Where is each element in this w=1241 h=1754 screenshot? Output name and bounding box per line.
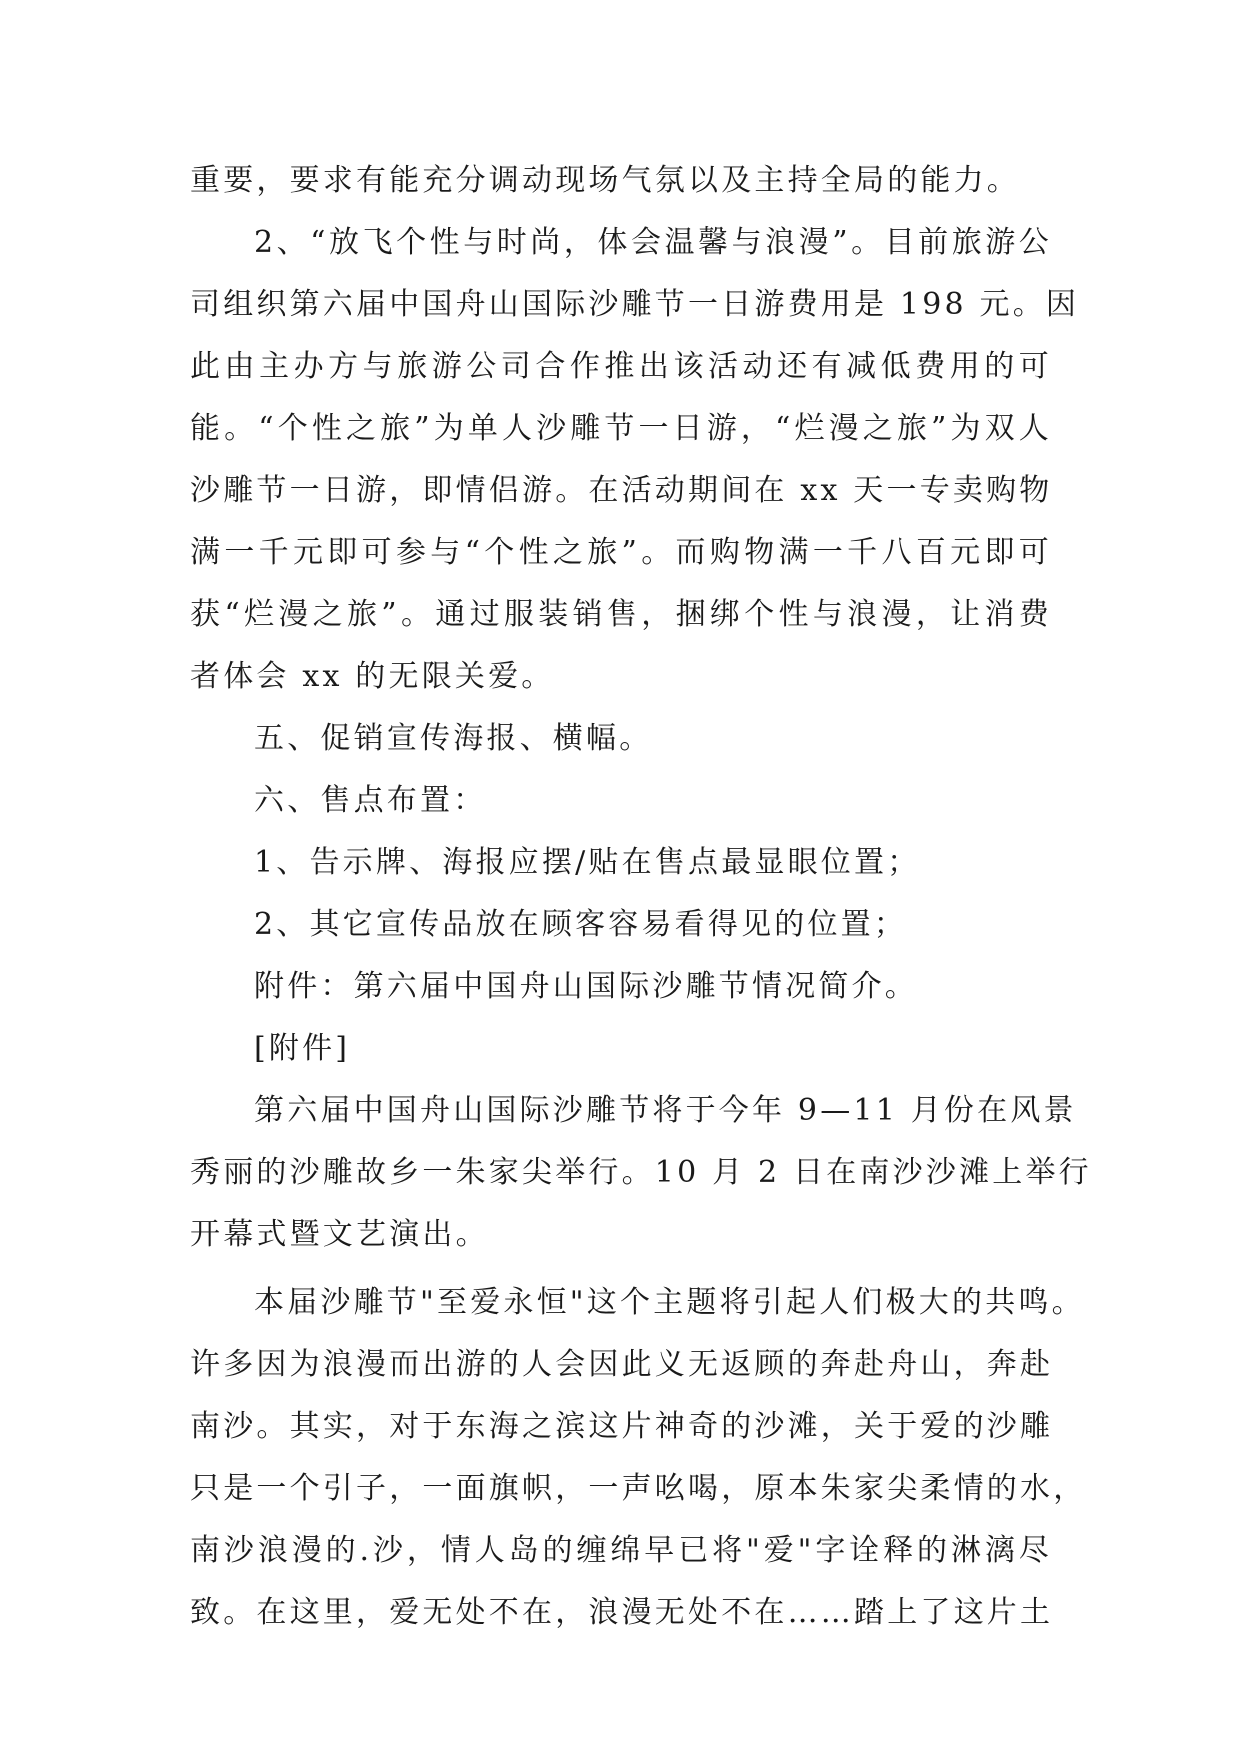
text-line: 只是一个引子，一面旗帜，一声吆喝，原本朱家尖柔情的水， (190, 1471, 1087, 1506)
text-line: 开幕式暨文艺演出。 (190, 1217, 489, 1252)
text-line: 致。在这里，爱无处不在，浪漫无处不在……踏上了这片土 (190, 1595, 1054, 1630)
text-line: 重要，要求有能充分调动现场气氛以及主持全局的能力。 (190, 163, 1020, 198)
section-heading: 五、促销宣传海报、横幅。 (254, 721, 653, 756)
text-line: 能。“个性之旅”为单人沙雕节一日游，“烂漫之旅”为双人 (190, 411, 1052, 446)
text-line: 2、“放飞个性与时尚，体会温馨与浪漫”。目前旅游公 (254, 225, 1052, 260)
text-line: 者体会 xx 的无限关爱。 (190, 659, 555, 694)
text-line: 秀丽的沙雕故乡一朱家尖举行。10 月 2 日在南沙沙滩上举行 (190, 1155, 1092, 1190)
text-line: 南沙浪漫的.沙，情人岛的缠绵早已将"爱"字诠释的淋漓尽 (190, 1533, 1052, 1568)
attachment-heading: [附件] (254, 1031, 351, 1066)
text-line: 南沙。其实，对于东海之滨这片神奇的沙滩，关于爱的沙雕 (190, 1409, 1054, 1444)
attachment-note: 附件：第六届中国舟山国际沙雕节情况简介。 (254, 969, 918, 1004)
document-body (190, 150, 1092, 1644)
text-line: 满一千元即可参与“个性之旅”。而购物满一千八百元即可 (190, 535, 1052, 570)
text-line: 本届沙雕节"至爱永恒"这个主题将引起人们极大的共鸣。 (254, 1285, 1085, 1320)
list-item: 2、其它宣传品放在顾客容易看得见的位置； (254, 907, 908, 942)
text-line: 获“烂漫之旅”。通过服装销售，捆绑个性与浪漫，让消费 (190, 597, 1052, 632)
section-heading: 六、售点布置： (254, 783, 487, 818)
text-line: 司组织第六届中国舟山国际沙雕节一日游费用是 198 元。因 (190, 287, 1080, 322)
text-line: 许多因为浪漫而出游的人会因此义无返顾的奔赴舟山，奔赴 (190, 1347, 1054, 1382)
text-line: 沙雕节一日游，即情侣游。在活动期间在 xx 天一专卖购物 (190, 473, 1053, 508)
text-line: 第六届中国舟山国际沙雕节将于今年 9—11 月份在风景 (254, 1093, 1077, 1128)
text-line: 此由主办方与旅游公司合作推出该活动还有减低费用的可 (190, 349, 1052, 384)
list-item: 1、告示牌、海报应摆/贴在售点最显眼位置； (254, 845, 921, 880)
